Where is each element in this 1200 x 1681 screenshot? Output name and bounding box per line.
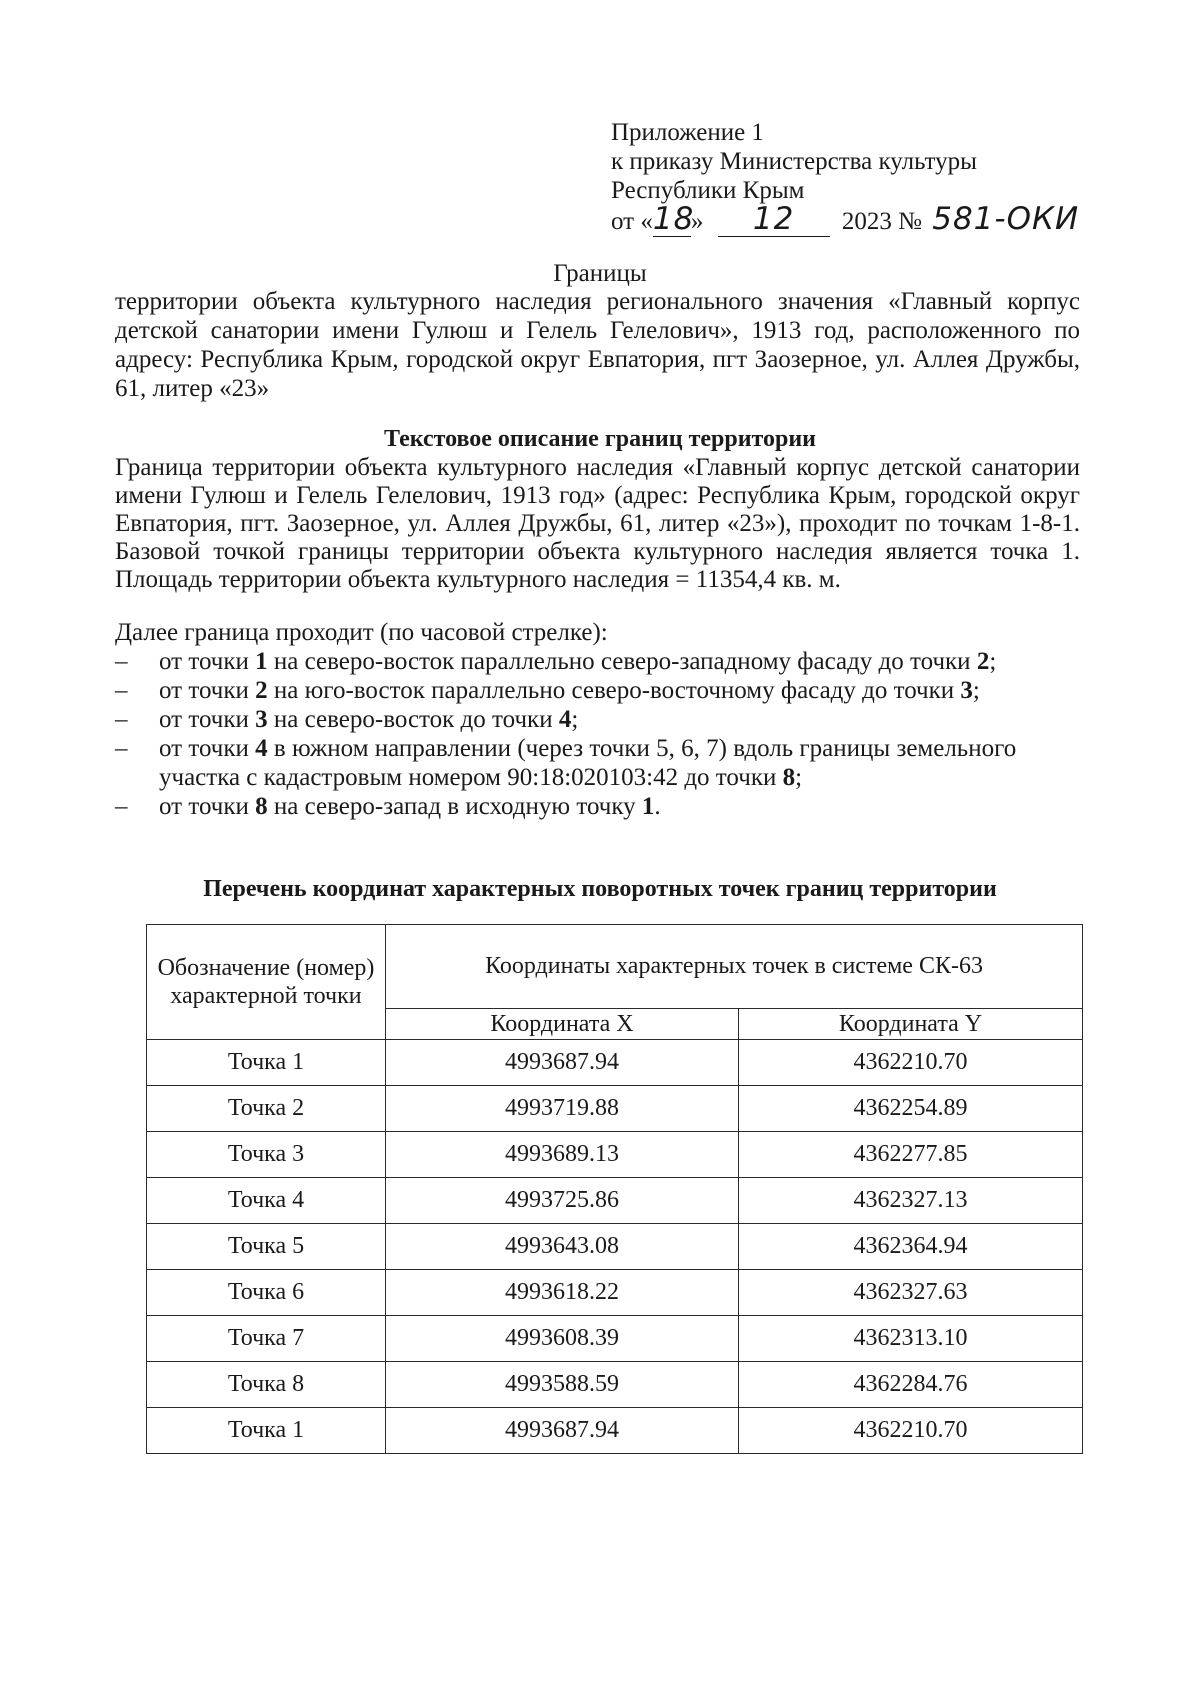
header-point-designation: Обозначение (номер) характерной точки — [147, 925, 386, 1040]
cell-coordinate-y: 4362277.85 — [739, 1132, 1083, 1178]
cell-coordinate-x: 4993687.94 — [386, 1408, 739, 1454]
route-point-from: 4 — [255, 735, 268, 762]
order-number-handwritten: 581-ОКИ — [932, 201, 1080, 237]
route-point-from: 1 — [255, 648, 268, 675]
date-prefix: от « — [611, 208, 653, 235]
route-text: от точки — [159, 648, 256, 675]
header-coordinates-group: Координаты характерных точек в системе СК-63 — [386, 925, 1083, 1009]
date-day-handwritten: 18 — [652, 201, 695, 237]
cell-coordinate-x: 4993687.94 — [386, 1040, 739, 1086]
route-point-from: 8 — [255, 793, 268, 820]
route-text: от точки — [159, 677, 256, 704]
table-row — [147, 1040, 1083, 1086]
route-text: от точки — [159, 735, 256, 762]
route-point-from: 3 — [255, 706, 268, 733]
route-punct: ; — [972, 677, 980, 704]
document-subtitle: территории объекта культурного наследия регионального значения «Главный корпус детской санатории имени Гулюш и Гелель Гелелович», 1913 год, расположенного по адресу: Республика Крым, городской округ Евпатория, пгт Заозерное, ул. Аллея Дружбы, 61, литер «23» — [115, 288, 1080, 402]
cell-coordinate-y: 4362327.13 — [739, 1178, 1083, 1224]
cell-point: Точка 8 — [147, 1362, 386, 1408]
route-text: на юго-восток параллельно северо-восточному фасаду до точки — [267, 677, 961, 704]
header-coordinate-x: Координата X — [386, 1009, 739, 1040]
appendix-line-3: Республики Крым — [611, 177, 805, 204]
route-intro: Далее граница проходит (по часовой стрелке): — [115, 619, 608, 646]
table-row — [147, 1178, 1083, 1224]
route-dash: – — [115, 648, 128, 675]
route-text: на северо-восток параллельно северо-западному фасаду до точки — [267, 648, 977, 675]
route-item — [115, 705, 1080, 734]
route-punct: ; — [989, 648, 997, 675]
route-item — [115, 647, 1080, 676]
cell-coordinate-y: 4362284.76 — [739, 1362, 1083, 1408]
route-item — [115, 734, 1080, 792]
cell-coordinate-y: 4362313.10 — [739, 1316, 1083, 1362]
table-row — [147, 1270, 1083, 1316]
route-point-to: 4 — [558, 706, 572, 733]
table-row — [147, 1316, 1083, 1362]
route-dash: – — [115, 706, 128, 733]
year-and-number-label: 2023 № — [841, 208, 922, 235]
route-punct: ; — [571, 706, 579, 733]
route-point-to: 1 — [641, 793, 655, 820]
table-row — [147, 1224, 1083, 1270]
date-day-field — [652, 201, 695, 237]
route-dash: – — [115, 677, 128, 704]
route-item — [115, 676, 1080, 705]
cell-point: Точка 3 — [147, 1132, 386, 1178]
table-row — [147, 1132, 1083, 1178]
table-row — [147, 1362, 1083, 1408]
route-punct: ; — [795, 764, 803, 791]
table-row — [147, 1086, 1083, 1132]
route-list — [115, 647, 1080, 821]
date-month-handwritten: 12 — [752, 201, 795, 237]
cell-coordinate-y: 4362364.94 — [739, 1224, 1083, 1270]
cell-point: Точка 1 — [147, 1408, 386, 1454]
route-text: от точки — [159, 793, 256, 820]
text-description-heading: Текстовое описание границ территории — [383, 426, 817, 452]
appendix-header — [611, 118, 1079, 243]
route-text: от точки — [159, 706, 256, 733]
header-coordinate-y: Координата Y — [739, 1009, 1083, 1040]
cell-point: Точка 2 — [147, 1086, 386, 1132]
cell-coordinate-x: 4993689.13 — [386, 1132, 739, 1178]
route-point-from: 2 — [255, 677, 268, 704]
route-dash: – — [115, 793, 128, 820]
cell-point: Точка 5 — [147, 1224, 386, 1270]
route-text: на северо-запад в исходную точку — [267, 793, 642, 820]
cell-point: Точка 6 — [147, 1270, 386, 1316]
route-punct: . — [654, 793, 661, 820]
cell-coordinate-y: 4362210.70 — [739, 1408, 1083, 1454]
route-item — [115, 792, 1080, 821]
table-row — [147, 1408, 1083, 1454]
route-point-to: 3 — [960, 677, 973, 704]
cell-coordinate-x: 4993618.22 — [386, 1270, 739, 1316]
coordinates-heading: Перечень координат характерных поворотных точек границ территории — [203, 876, 997, 902]
cell-coordinate-x: 4993588.59 — [386, 1362, 739, 1408]
route-text: в южном направлении (через точки 5, 6, 7) вдоль границы земельного участка с кадастровым номером 90:18:020103:42 до точки — [159, 735, 1017, 791]
cell-point: Точка 1 — [147, 1040, 386, 1086]
cell-coordinate-x: 4993643.08 — [386, 1224, 739, 1270]
route-point-to: 8 — [782, 764, 796, 791]
coordinates-table — [146, 924, 1083, 1454]
route-text: на северо-восток до точки — [267, 706, 559, 733]
cell-coordinate-x: 4993608.39 — [386, 1316, 739, 1362]
cell-coordinate-y: 4362210.70 — [739, 1040, 1083, 1086]
boundary-description: Граница территории объекта культурного наследия «Главный корпус детской санатории имени Гулюш и Гелель Гелелович, 1913 год» (адрес: Республика Крым, городской округ Евпатория, пгт. Заозерное, ул. Аллея Дружбы, 61, литер «23»), проходит по точкам 1-8-1. Базовой точкой границы территории объекта культурного наследия является точка 1. Площадь территории объекта культурного наследия = 11354,4 кв. м. — [115, 454, 1080, 593]
date-quote-close: » — [690, 208, 704, 235]
appendix-line-1: Приложение 1 — [611, 119, 764, 146]
document-title: Границы — [553, 260, 647, 287]
cell-coordinate-x: 4993719.88 — [386, 1086, 739, 1132]
order-date-number-line — [611, 201, 1080, 243]
cell-coordinate-x: 4993725.86 — [386, 1178, 739, 1224]
route-dash: – — [115, 735, 128, 762]
route-point-to: 2 — [976, 648, 990, 675]
appendix-line-2: к приказу Министерства культуры — [611, 148, 977, 175]
cell-coordinate-y: 4362327.63 — [739, 1270, 1083, 1316]
date-month-field — [718, 201, 830, 237]
cell-point: Точка 4 — [147, 1178, 386, 1224]
cell-point: Точка 7 — [147, 1316, 386, 1362]
cell-coordinate-y: 4362254.89 — [739, 1086, 1083, 1132]
